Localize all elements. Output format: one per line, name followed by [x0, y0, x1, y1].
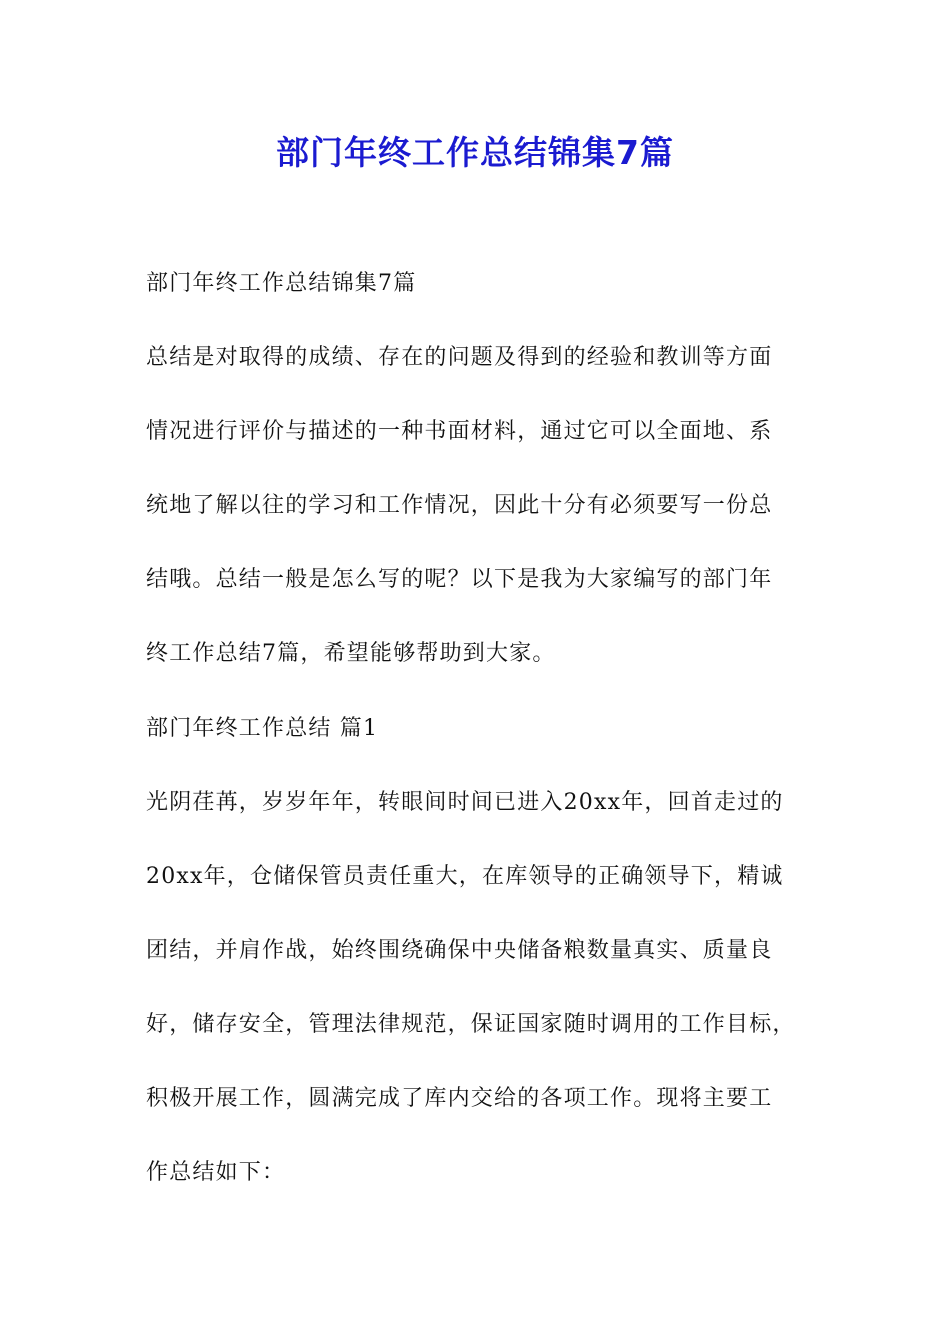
body-line-1: 光阴荏苒，岁岁年年，转眼间时间已进入20xx年，回首走过的 [146, 790, 784, 815]
body-line-4: 好，储存安全，管理法律规范，保证国家随时调用的工作目标， [146, 1012, 796, 1037]
section-heading: 部门年终工作总结 篇1 [146, 716, 379, 741]
body-line-6: 作总结如下： [146, 1160, 286, 1185]
intro-line-5: 终工作总结7篇，希望能够帮助到大家。 [146, 641, 556, 666]
document-title: 部门年终工作总结锦集7篇 [276, 133, 674, 172]
intro-line-4: 结哦。总结一般是怎么写的呢？以下是我为大家编写的部门年 [146, 567, 773, 592]
body-line-5: 积极开展工作，圆满完成了库内交给的各项工作。现将主要工 [146, 1086, 773, 1111]
body-line-3: 团结，并肩作战，始终围绕确保中央储备粮数量真实、质量良 [146, 938, 773, 963]
intro-line-1: 总结是对取得的成绩、存在的问题及得到的经验和教训等方面 [146, 345, 773, 370]
intro-line-2: 情况进行评价与描述的一种书面材料，通过它可以全面地、系 [146, 419, 773, 444]
subtitle-line: 部门年终工作总结锦集7篇 [146, 271, 417, 296]
body-line-2: 20xx年，仓储保管员责任重大，在库领导的正确领导下，精诚 [146, 864, 784, 889]
intro-line-3: 统地了解以往的学习和工作情况，因此十分有必须要写一份总 [146, 493, 773, 518]
